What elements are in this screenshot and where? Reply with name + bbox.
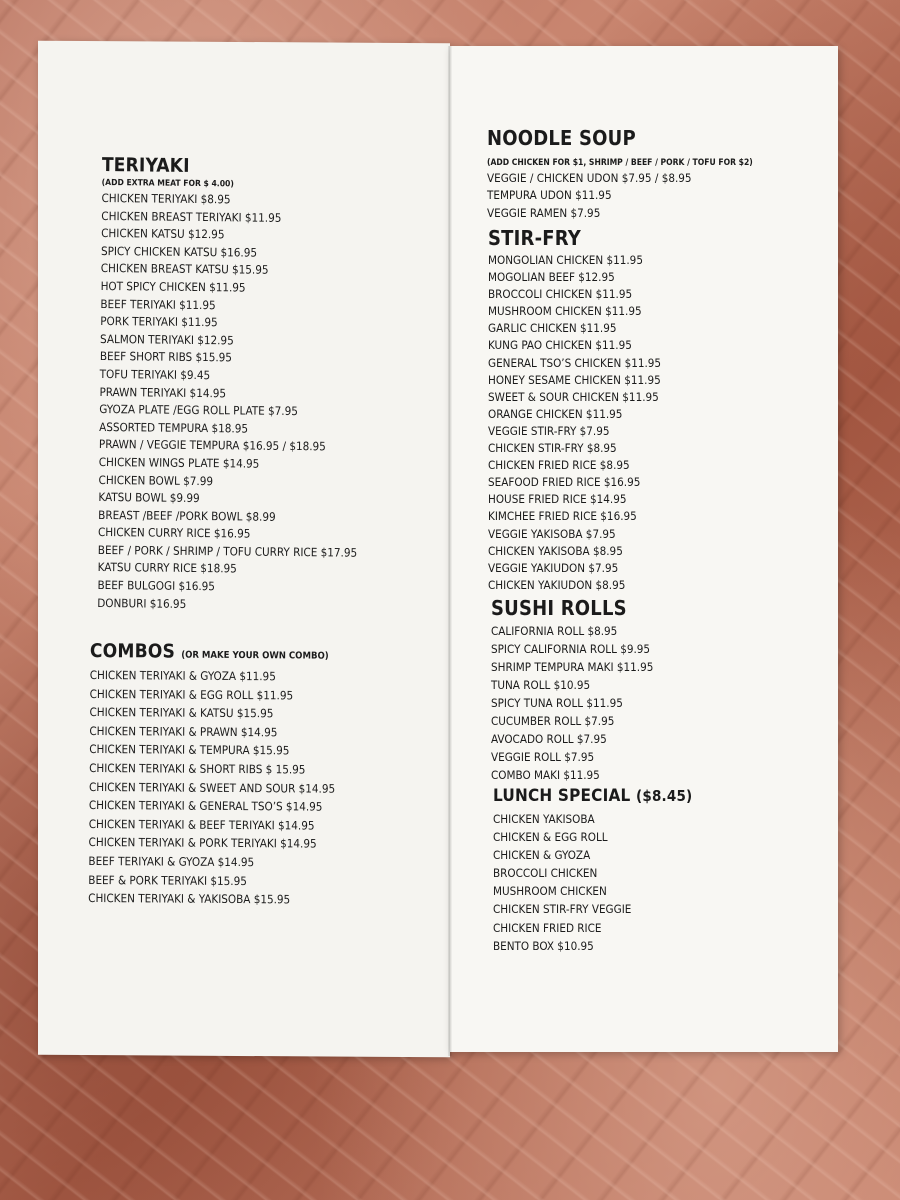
menu-item: VEGGIE / CHICKEN UDON $7.95 / $8.95 <box>487 171 692 185</box>
menu-item: CHICKEN TERIYAKI & TEMPURA $15.95 <box>89 742 290 758</box>
menu-item: CHICKEN FRIED RICE $8.95 <box>488 458 630 473</box>
menu-item: CHICKEN TERIYAKI & PORK TERIYAKI $14.95 <box>88 835 317 851</box>
menu-item: SALMON TERIYAKI $12.95 <box>99 331 234 348</box>
menu-item: CHICKEN TERIYAKI & BEEF TERIYAKI $14.95 <box>88 816 315 833</box>
noodle-soup-note: (ADD CHICKEN FOR $1, SHRIMP / BEEF / PORK / TOFU FOR $2) <box>487 158 753 168</box>
menu-item: BEEF & PORK TERIYAKI $15.95 <box>88 872 247 888</box>
menu-item: CHICKEN & EGG ROLL <box>493 830 608 845</box>
menu-item: CHICKEN BREAST KATSU $15.95 <box>100 261 269 278</box>
menu-item: PRAWN / VEGGIE TEMPURA $16.95 / $18.95 <box>98 437 326 454</box>
menu-item: KATSU BOWL $9.99 <box>98 490 200 506</box>
menu-item: BEEF TERIYAKI & GYOZA $14.95 <box>88 853 255 870</box>
menu-item: CHICKEN TERIYAKI & KATSU $15.95 <box>89 705 274 721</box>
menu-item: SPICY CHICKEN KATSU $16.95 <box>100 243 258 260</box>
noodle-soup-title: NOODLE SOUP <box>487 126 636 150</box>
menu-item: GARLIC CHICKEN $11.95 <box>488 321 617 336</box>
menu-item: HONEY SESAME CHICKEN $11.95 <box>488 372 661 387</box>
menu-item: KIMCHEE FRIED RICE $16.95 <box>488 509 637 524</box>
menu-item: BEEF TERIYAKI $11.95 <box>100 296 216 312</box>
menu-item: CHICKEN CURRY RICE $16.95 <box>97 525 251 541</box>
menu-item: CHICKEN TERIYAKI & GYOZA $11.95 <box>89 667 276 684</box>
menu-item: VEGGIE ROLL $7.95 <box>491 750 595 764</box>
menu-item: KATSU CURRY RICE $18.95 <box>97 560 237 576</box>
menu-item: BROCCOLI CHICKEN $11.95 <box>488 287 633 302</box>
menu-item: DONBURI $16.95 <box>97 595 187 611</box>
menu-item: HOT SPICY CHICKEN $11.95 <box>100 278 246 295</box>
menu-item: CHICKEN TERIYAKI $8.95 <box>101 190 231 207</box>
menu-item: CHICKEN BOWL $7.99 <box>98 472 214 488</box>
lunch-special-title: LUNCH SPECIAL <box>493 786 631 806</box>
menu-item: MUSHROOM CHICKEN <box>493 884 607 899</box>
teriyaki-section <box>97 154 361 615</box>
menu-item: CHICKEN YAKIUDON $8.95 <box>488 577 626 592</box>
combos-heading <box>90 640 336 664</box>
menu-item: AVOCADO ROLL $7.95 <box>491 732 607 746</box>
menu-item: CHICKEN & GYOZA <box>493 848 591 863</box>
noodle-soup-list <box>487 170 753 222</box>
teriyaki-title: TERIYAKI <box>101 154 190 177</box>
menu-item: PRAWN TERIYAKI $14.95 <box>99 384 227 400</box>
combos-section <box>88 640 336 909</box>
paper-fold <box>448 46 452 1056</box>
menu-item: CHICKEN STIR-FRY $8.95 <box>488 441 617 456</box>
menu-item: BENTO BOX $10.95 <box>493 938 594 953</box>
menu-item: BEEF SHORT RIBS $15.95 <box>99 349 233 365</box>
menu-item: CHICKEN TERIYAKI & PRAWN $14.95 <box>89 723 278 740</box>
menu-item: MUSHROOM CHICKEN $11.95 <box>488 304 642 319</box>
menu-item: CHICKEN YAKISOBA <box>493 812 595 826</box>
stir-fry-list <box>488 252 661 594</box>
menu-item: PORK TERIYAKI $11.95 <box>100 314 218 330</box>
menu-item: ORANGE CHICKEN $11.95 <box>488 406 623 421</box>
menu-item: GYOZA PLATE /EGG ROLL PLATE $7.95 <box>99 402 298 419</box>
menu-item: CHICKEN BREAST TERIYAKI $11.95 <box>101 208 282 225</box>
lunch-special-heading <box>493 786 692 806</box>
menu-item: HOUSE FRIED RICE $14.95 <box>488 492 627 507</box>
sushi-rolls-list <box>491 622 653 784</box>
menu-item: CALIFORNIA ROLL $8.95 <box>491 624 618 638</box>
menu-item: CHICKEN TERIYAKI & SHORT RIBS $ 15.95 <box>89 760 306 777</box>
lunch-special-list <box>493 810 692 955</box>
menu-item: CUCUMBER ROLL $7.95 <box>491 714 615 728</box>
menu-item: COMBO MAKI $11.95 <box>491 768 600 782</box>
menu-item: BROCCOLI CHICKEN <box>493 866 598 881</box>
menu-item: TUNA ROLL $10.95 <box>491 678 591 692</box>
menu-item: TOFU TERIYAKI $9.45 <box>99 366 211 383</box>
stir-fry-section <box>488 226 661 594</box>
teriyaki-list <box>97 190 361 615</box>
sushi-rolls-title: SUSHI ROLLS <box>491 596 627 620</box>
menu-item: CHICKEN TERIYAKI & SWEET AND SOUR $14.95 <box>88 779 336 796</box>
menu-item: VEGGIE YAKIUDON $7.95 <box>488 560 619 575</box>
menu-item: VEGGIE STIR-FRY $7.95 <box>488 423 610 438</box>
sushi-rolls-section <box>491 596 653 784</box>
menu-item: CHICKEN YAKISOBA $8.95 <box>488 543 623 558</box>
menu-item: SHRIMP TEMPURA MAKI $11.95 <box>491 660 654 674</box>
noodle-soup-section <box>487 126 753 222</box>
menu-item: BEEF BULGOGI $16.95 <box>97 578 216 594</box>
menu-item: TEMPURA UDON $11.95 <box>487 188 612 203</box>
menu-item: VEGGIE RAMEN $7.95 <box>487 205 601 220</box>
menu-item: SPICY CALIFORNIA ROLL $9.95 <box>491 642 651 656</box>
lunch-special-section <box>493 786 692 955</box>
menu-item: ASSORTED TEMPURA $18.95 <box>99 419 249 436</box>
menu-item: SWEET & SOUR CHICKEN $11.95 <box>488 389 659 404</box>
menu-item: CHICKEN FRIED RICE <box>493 920 602 935</box>
menu-item: CHICKEN KATSU $12.95 <box>101 226 225 242</box>
menu-item: GENERAL TSO’S CHICKEN $11.95 <box>488 355 662 370</box>
stir-fry-title: STIR-FRY <box>488 226 581 250</box>
menu-item: SPICY TUNA ROLL $11.95 <box>491 696 623 710</box>
menu-item: CHICKEN TERIYAKI & YAKISOBA $15.95 <box>88 891 291 907</box>
menu-item: BEEF / PORK / SHRIMP / TOFU CURRY RICE $17.95 <box>97 542 358 560</box>
menu-item: CHICKEN WINGS PLATE $14.95 <box>98 454 260 471</box>
menu-item: CHICKEN TERIYAKI & GENERAL TSO’S $14.95 <box>88 798 323 814</box>
menu-item: SEAFOOD FRIED RICE $16.95 <box>488 475 641 490</box>
combos-list <box>88 666 336 909</box>
menu-item: CHICKEN TERIYAKI & EGG ROLL $11.95 <box>89 686 294 703</box>
teriyaki-note: (ADD EXTRA MEAT FOR $ 4.00) <box>101 177 234 190</box>
menu-item: VEGGIE YAKISOBA $7.95 <box>488 526 616 541</box>
menu-item: KUNG PAO CHICKEN $11.95 <box>488 338 632 353</box>
lunch-special-price: ($8.45) <box>636 787 693 805</box>
menu-item: BREAST /BEEF /PORK BOWL $8.99 <box>98 507 276 524</box>
menu-item: MOGOLIAN BEEF $12.95 <box>488 270 615 285</box>
menu-item: CHICKEN STIR-FRY VEGGIE <box>493 902 632 917</box>
menu-item: MONGOLIAN CHICKEN $11.95 <box>488 253 643 267</box>
combos-aside: (OR MAKE YOUR OWN COMBO) <box>181 649 329 662</box>
combos-title: COMBOS <box>89 640 176 663</box>
